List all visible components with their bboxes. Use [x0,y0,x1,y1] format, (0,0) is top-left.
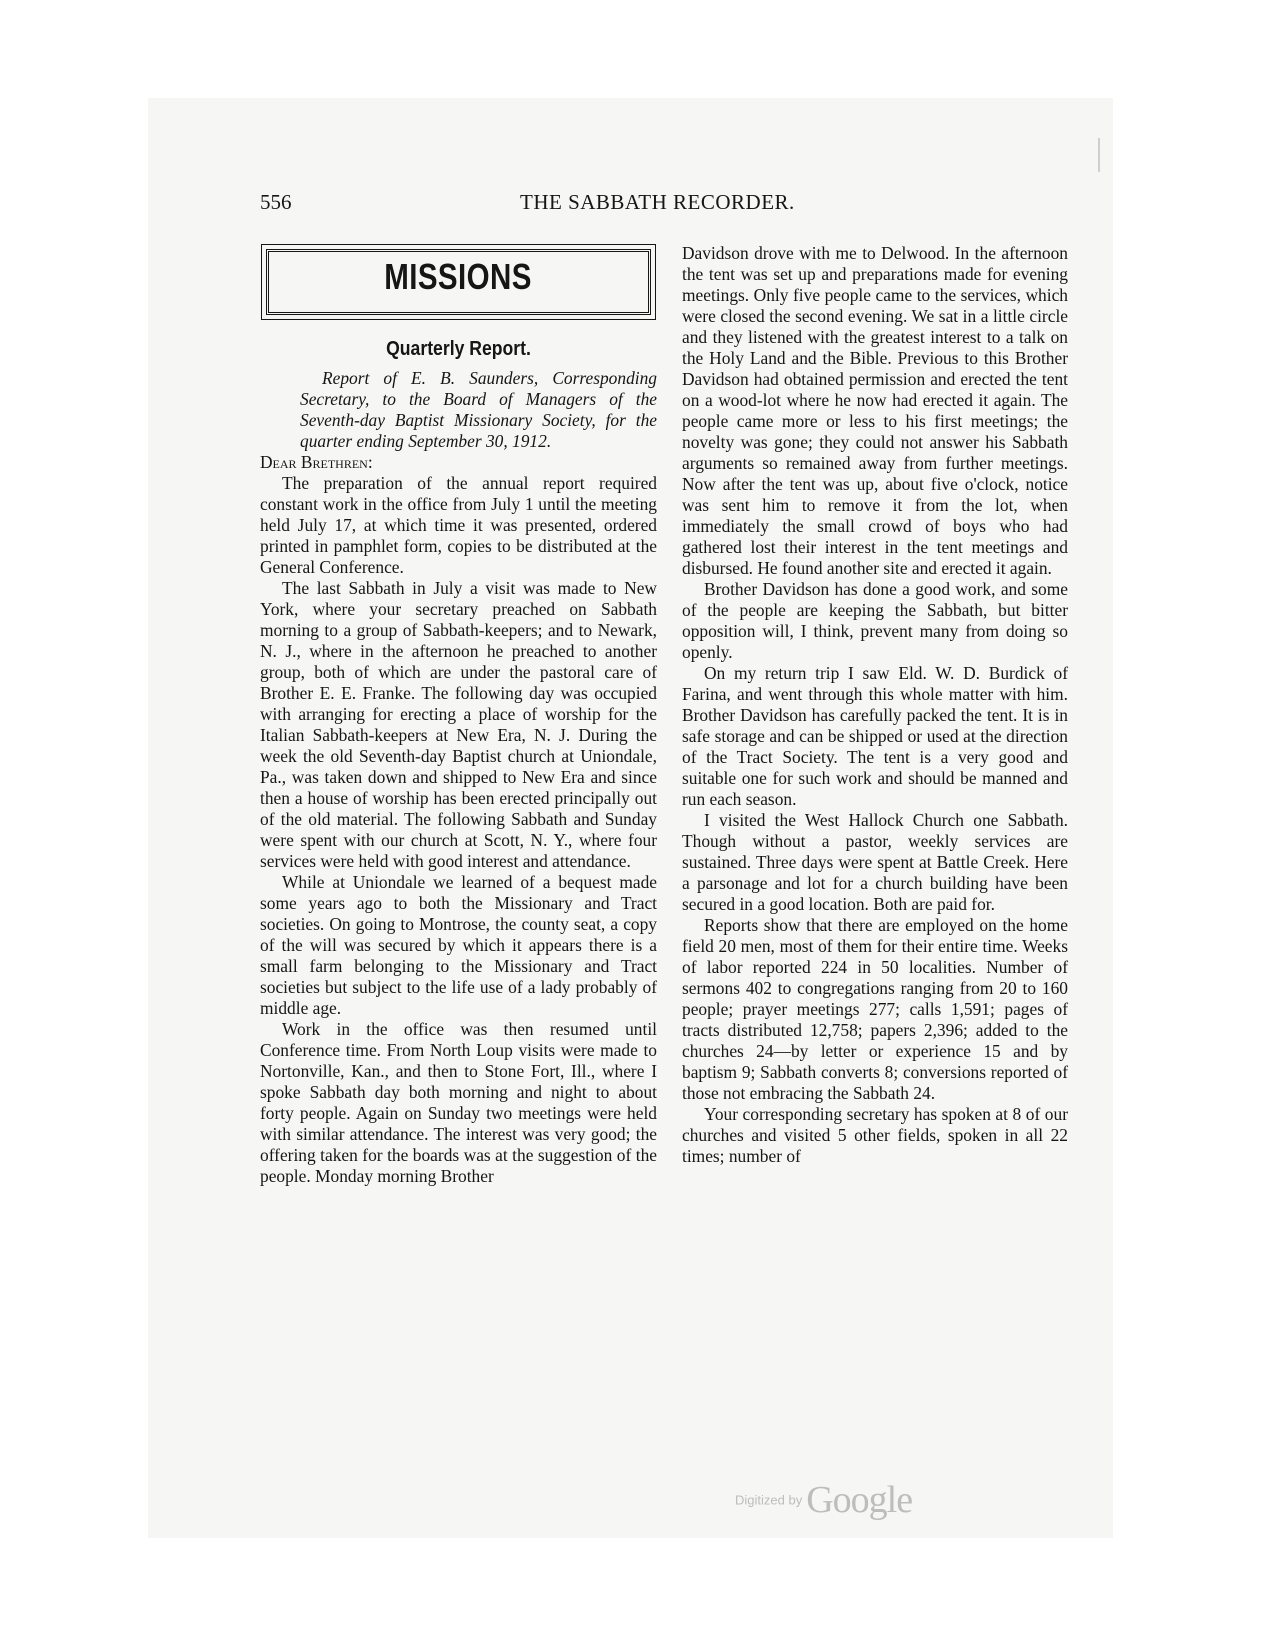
section-title: MISSIONS [384,256,533,297]
paragraph: I visited the West Hallock Church one Sabbath. Though without a pastor, weekly services are sustained. Three days were spent at Battle Creek. Here a parsonage and lot for a church building have been secured in a good location. Both are paid for. [682,810,1068,914]
section-title-box [266,249,651,315]
article-intro: Report of E. B. Saunders, Corresponding Secretary, to the Board of Managers of the Seventh-day Baptist Missionary Society, for the quarter ending September 30, 1912. [300,368,657,451]
paragraph: Work in the office was then resumed until Conference time. From North Loup visits were made to Nortonville, Kan., and then to Stone Fort, Ill., where I spoke Sabbath day both morning and night to about forty people. Again on Sunday two meetings were held with similar attendance. The interest was very good; the offering taken for the boards was at the suggestion of the people. Monday morning Brother [260,1019,657,1186]
running-title: THE SABBATH RECORDER. [520,190,795,214]
scan-edge-mark [1098,138,1100,172]
paragraph: While at Uniondale we learned of a bequest made some years ago to both the Missionary and Tract societies. On going to Montrose, the county seat, a copy of the will was secured by which it appears there is a small farm belonging to the Missionary and Tract societies but subject to the life use of a lady probably of middle age. [260,872,657,1018]
right-column [682,243,1068,1167]
paragraph: On my return trip I saw Eld. W. D. Burdick of Farina, and went through this whole matter with him. Brother Davidson has carefully packed the tent. It is in safe storage and can be shipped or used at the direction of the Tract Society. The tent is a very good and suitable one for such work and should be manned and run each season. [682,663,1068,809]
paragraph: The preparation of the annual report required constant work in the office from July 1 until the meeting held July 17, at which time it was presented, ordered printed in pamphlet form, copies to be distributed at the General Conference. [260,473,657,577]
page-number: 556 [260,190,292,214]
paragraph: Your corresponding secretary has spoken at 8 of our churches and visited 5 other fields, spoken in all 22 times; number of [682,1104,1068,1166]
digitized-watermark [735,1478,912,1522]
salutation: Dear Brethren: [260,452,373,472]
paragraph: The last Sabbath in July a visit was made to New York, where your secretary preached on Sabbath morning to a group of Sabbath-keepers; and to Newark, N. J., where in the afternoon he preached to another group, both of which are under the pastoral care of Brother E. E. Franke. The following day was occupied with arranging for erecting a place of worship for the Italian Sabbath-keepers at New Era, N. J. During the week the old Seventh-day Baptist church at Uniondale, Pa., was taken down and shipped to New Era and since then a house of worship has been erected principally out of the old material. The following Sabbath and Sunday were spent with our church at Scott, N. Y., where four services were held with good interest and attendance. [260,578,657,871]
watermark-prefix: Digitized by [735,1492,803,1508]
left-column [260,243,657,1187]
paragraph-continuation: Davidson drove with me to Delwood. In the afternoon the tent was set up and preparations made for evening meetings. Only five people came to the services, which were closed the second evening. We sat in a little circle and they listened with the greatest interest to a talk on the Holy Land and the Bible. Previous to this Brother Davidson had obtained permission and erected the tent on a wood-lot where he now had erected it again. The people came more or less to his first meetings; the novelty was gone; they could not answer his Sabbath arguments so remained away from further meetings. Now after the tent was up, about five o'clock, notice was sent him to remove it from the lot, when immediately the small crowd of boys who had gathered lost their interest in the tent meetings and disbursed. He found another site and erected it again. [682,243,1068,578]
google-logo: Google [806,1479,913,1521]
paragraph: Reports show that there are employed on the home field 20 men, most of them for their entire time. Weeks of labor reported 224 in 50 localities. Number of sermons 402 to congregations ranging from 20 to 160 people; prayer meetings 277; calls 1,591; pages of tracts distributed 12,758; papers 2,396; added to the churches 24—by letter or experience 15 and by baptism 9; Sabbath converts 8; conversions reported of those not embracing the Sabbath 24. [682,915,1068,1103]
paragraph: Brother Davidson has done a good work, and some of the people are keeping the Sabbath, but bitter opposition will, I think, prevent many from doing so openly. [682,579,1068,662]
article-heading: Quarterly Report. [386,338,531,360]
